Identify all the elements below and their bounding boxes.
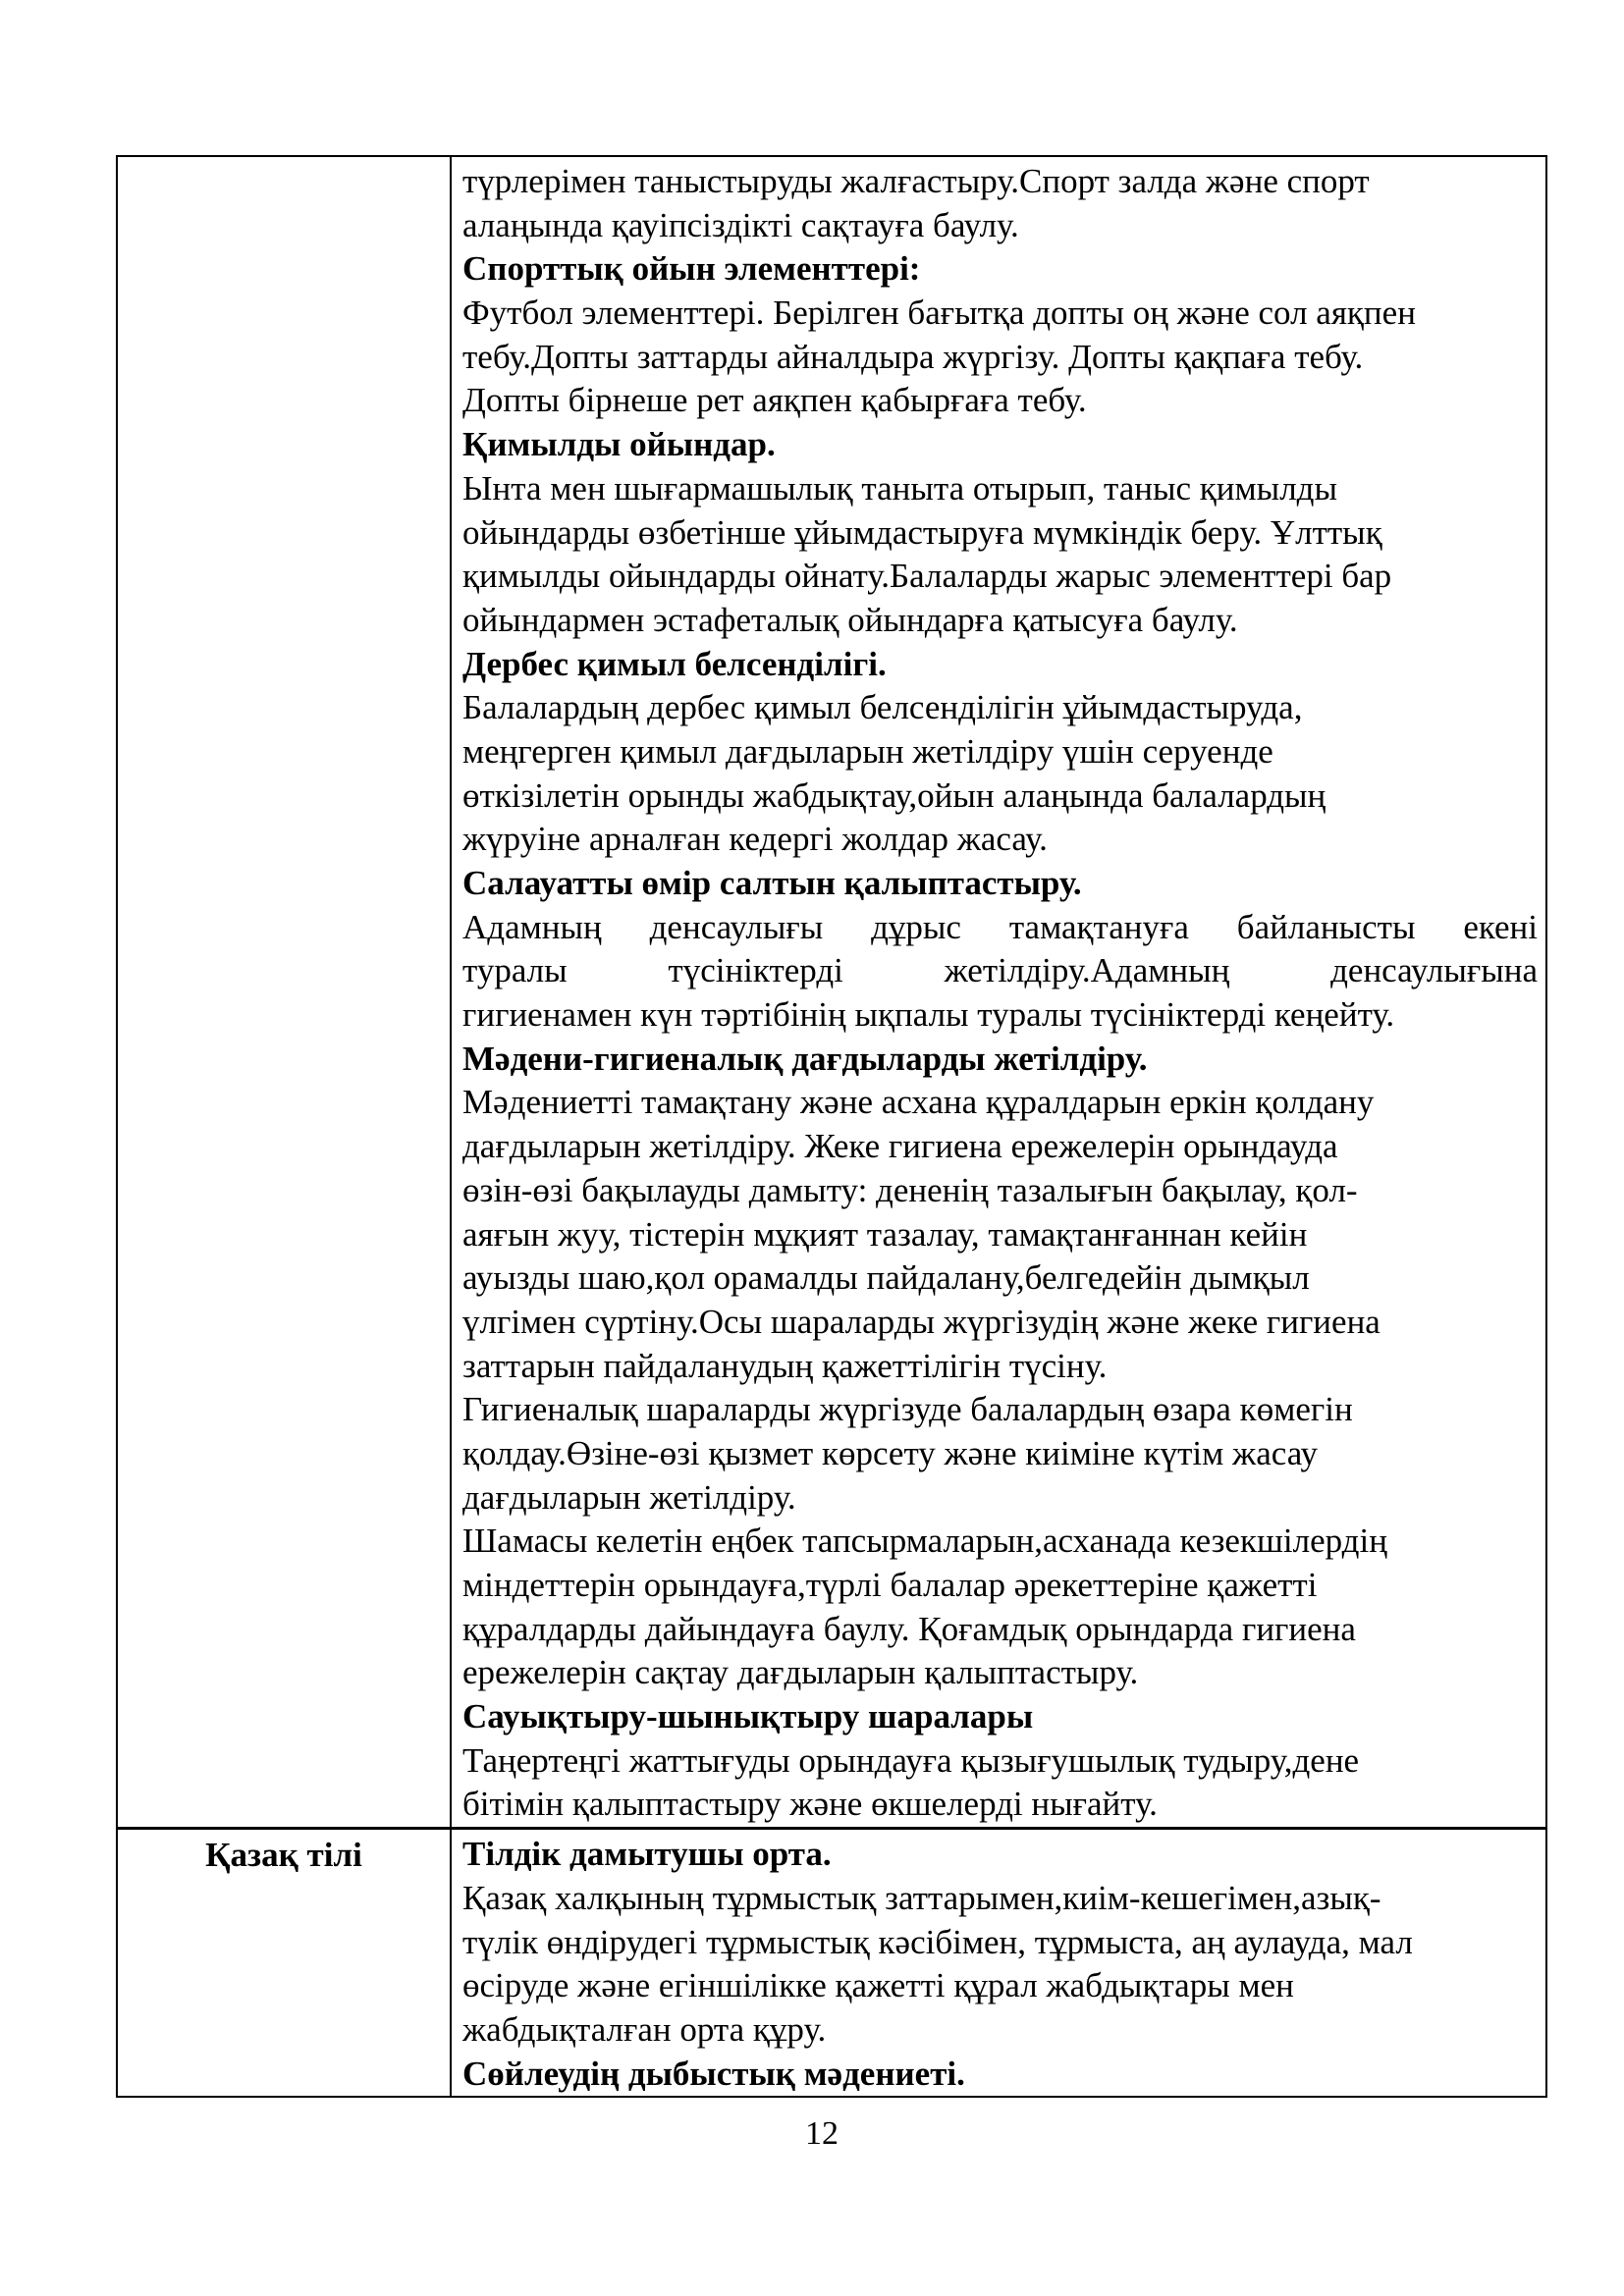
text-line: гигиенамен күн тәртібінің ықпалы туралы түсініктерді кеңейту. [462,995,1395,1035]
row-content-cell [452,157,1545,1827]
text-line: Таңертеңгі жаттығуды орындауға қызығушылық тудыру,дене [462,1740,1360,1780]
text-line: меңгерген қимыл дағдыларын жетілдіру үшін серуенде [462,731,1273,771]
text-line: Шамасы келетін еңбек тапсырмаларын,асханада кезекшілердің [462,1522,1387,1561]
text-line: Адамның денсаулығы дұрыс тамақтануға байланысты екені [462,907,1538,946]
text-line: түрлерімен таныстыруды жалғастыру.Спорт залда және спорт [462,162,1370,200]
text-line: Қазақ халқының тұрмыстық заттарымен,киім-кешегімен,азық- [462,1878,1381,1917]
text-line: аяғын жуу, тістерін мұқият тазалау, тамақтанғаннан кейін [462,1214,1308,1254]
text-line: алаңында қауіпсіздікті сақтауға баулу. [462,205,1019,244]
section-heading-line: Мәдени-гигиеналық дағдыларды жетілдіру. [462,1039,1148,1078]
row-header-cell [118,1830,452,2096]
table-row [118,1827,1545,2096]
table-row [118,157,1545,1827]
section-heading-line: Дербес қимыл белсенділігі. [462,644,887,683]
text-line: қимылды ойындарды ойнату.Балаларды жарыс элементтері бар [462,557,1392,596]
row-header-cell [118,157,452,1827]
text-line: жүруіне арналған кедергі жолдар жасау. [462,820,1048,859]
text-line: өткізілетін орынды жабдықтау,ойын алаңында балалардың [462,775,1326,815]
text-line: ережелерін сақтау дағдыларын қалыптастыру. [462,1653,1139,1692]
text-line: тебу.Допты заттарды айналдыра жүргізу. Допты қақпаға тебу. [462,337,1364,376]
text-line: үлгімен сүртіну.Осы шараларды жүргізудің және жеке гигиена [462,1302,1380,1341]
section-heading-line: Сөйлеудің дыбыстық мәдениеті. [462,2054,965,2093]
text-line: Мәдениетті тамақтану және асхана құралдарын еркін қолдану [462,1083,1375,1122]
row-content-cell [452,1830,1545,2096]
section-heading-line: Салауатты өмір салтын қалыптастыру. [462,864,1082,902]
section-heading-line: Спорттық ойын элементтері: [462,249,921,289]
text-line: түлік өндірудегі тұрмыстық кәсібімен, тұрмыста, аң аулауда, мал [462,1922,1413,1961]
text-line: Гигиеналық шараларды жүргізуде балалардың өзара көмегін [462,1390,1353,1429]
row-header: Қазақ тілі [205,1836,362,1875]
section-heading-line: Сауықтыру-шынықтыру шаралары [462,1697,1034,1736]
text-line: міндеттерін орындауға,түрлі балалар әрекеттеріне қажетті [462,1566,1318,1604]
section-heading-line: Қимылды ойындар. [462,425,776,464]
text-line: Допты бірнеше рет аяқпен қабырғаға тебу. [462,381,1087,420]
text-line: ойындармен эстафеталық ойындарға қатысуға баулу. [462,600,1238,639]
page-number: 12 [805,2115,839,2152]
text-line: Балалардың дербес қимыл белсенділігін ұйымдастыруда, [462,688,1303,727]
text-line: ойындарды өзбетінше ұйымдастыруға мүмкіндік беру. Ұлттық [462,512,1382,552]
text-line: Футбол элементтері. Берілген бағытқа допты оң және сол аяқпен [462,294,1416,333]
text-line: ауызды шаю,қол орамалды пайдалану,белгедейін дымқыл [462,1258,1310,1298]
text-line: дағдыларын жетілдіру. Жеке гигиена ережелерін орындауда [462,1127,1338,1166]
content-table [116,155,1547,2098]
text-line: құралдарды дайындауға баулу. Қоғамдық орындарда гигиена [462,1609,1356,1648]
section-heading-line: Тілдік дамытушы орта. [462,1835,832,1874]
text-line: заттарын пайдаланудың қажеттілігін түсіну. [462,1346,1108,1385]
text-line: өзін-өзі бақылауды дамыту: дененің тазалығын бақылау, қол- [462,1170,1358,1209]
text-line: жабдықталған орта құру. [462,2009,827,2049]
text-line: бітімін қалыптастыру және өкшелерді нығайту. [462,1785,1158,1824]
text-line: қолдау.Өзіне-өзі қызмет көрсету және киіміне күтім жасау [462,1433,1318,1472]
text-line: туралы түсініктерді жетілдіру.Адамның денсаулығына [462,951,1538,990]
text-line: дағдыларын жетілдіру. [462,1477,796,1517]
text-line: өсіруде және егіншілікке қажетті құрал жабдықтары мен [462,1966,1294,2005]
text-line: Ынта мен шығармашылық таныта отырып, таныс қимылды [462,468,1337,507]
